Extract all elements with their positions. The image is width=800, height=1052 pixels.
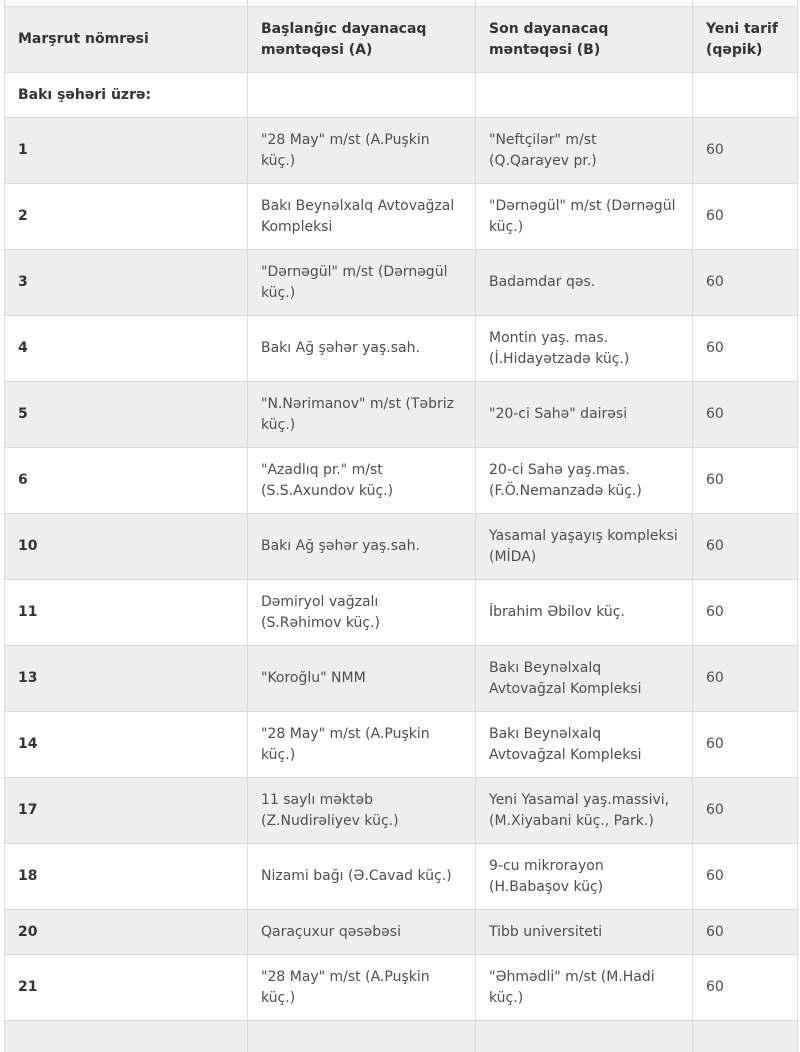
route-end: Bakı Beynəlxalq Avtovağzal Kompleksi <box>476 712 693 778</box>
route-start: Bakı Ağ şəhər yaş.sah. <box>248 316 476 382</box>
table-row <box>5 250 798 316</box>
table-row <box>5 646 798 712</box>
route-end: Bakı Beynəlxalq Avtovağzal Kompleksi <box>476 646 693 712</box>
route-start: Bakı Ağ şəhər yaş.sah. <box>248 514 476 580</box>
route-start: 11 saylı məktəb (Z.Nudirəliyev küç.) <box>248 778 476 844</box>
route-end: "Neftçilər" m/st (Q.Qarayev pr.) <box>476 118 693 184</box>
table-row <box>5 382 798 448</box>
route-tariff: 60 <box>693 712 798 778</box>
route-number: 13 <box>5 646 248 712</box>
route-start: "28 May" m/st (A.Puşkin küç.) <box>248 955 476 1021</box>
route-end: "Əhmədli" m/st (M.Hadi küç.) <box>476 955 693 1021</box>
tariff-table <box>4 0 798 1052</box>
route-start: "28 May" m/st (A.Puşkin küç.) <box>248 712 476 778</box>
table-row <box>5 955 798 1021</box>
route-number: 20 <box>5 910 248 955</box>
route-number: 3 <box>5 250 248 316</box>
table-row <box>5 712 798 778</box>
header-row <box>5 7 798 73</box>
route-start: "Koroğlu" NMM <box>248 646 476 712</box>
table-row <box>5 910 798 955</box>
route-end: "20-ci Sahə" dairəsi <box>476 382 693 448</box>
route-number: 4 <box>5 316 248 382</box>
route-number: 18 <box>5 844 248 910</box>
route-number: 17 <box>5 778 248 844</box>
route-number: 5 <box>5 382 248 448</box>
route-start: Dəmiryol vağzalı (S.Rəhimov küç.) <box>248 580 476 646</box>
column-header-end-stop: Son dayanacaq məntəqəsi (B) <box>476 7 693 73</box>
route-tariff: 60 <box>693 316 798 382</box>
route-end: Tibb universiteti <box>476 910 693 955</box>
table-row <box>5 844 798 910</box>
table-row <box>5 184 798 250</box>
column-header-start-stop: Başlanğıc dayanacaq məntəqəsi (A) <box>248 7 476 73</box>
route-tariff: 60 <box>693 448 798 514</box>
route-start: Bakı Beynəlxalq Avtovağzal Kompleksi <box>248 184 476 250</box>
route-tariff: 60 <box>693 184 798 250</box>
route-start: "Azadlıq pr." m/st (S.S.Axundov küç.) <box>248 448 476 514</box>
table-row <box>5 118 798 184</box>
route-number: 2 <box>5 184 248 250</box>
route-end: Yeni Yasamal yaş.massivi, (M.Xiyabani küç., Park.) <box>476 778 693 844</box>
column-header-tariff: Yeni tarif (qəpik) <box>693 7 798 73</box>
partial-row-bottom <box>5 1021 798 1052</box>
route-number: 21 <box>5 955 248 1021</box>
route-tariff: 60 <box>693 580 798 646</box>
route-tariff: 60 <box>693 514 798 580</box>
route-number: 6 <box>5 448 248 514</box>
table-row <box>5 580 798 646</box>
table-row <box>5 316 798 382</box>
table-row <box>5 778 798 844</box>
table-row <box>5 448 798 514</box>
route-tariff: 60 <box>693 844 798 910</box>
table-row <box>5 514 798 580</box>
route-start: "Dərnəgül" m/st (Dərnəgül küç.) <box>248 250 476 316</box>
route-end: Yasamal yaşayış kompleksi (MİDA) <box>476 514 693 580</box>
route-start: Nizami bağı (Ə.Cavad küç.) <box>248 844 476 910</box>
route-number: 10 <box>5 514 248 580</box>
route-tariff: 60 <box>693 910 798 955</box>
route-number: 14 <box>5 712 248 778</box>
route-end: Montin yaş. mas. (İ.Hidayətzadə küç.) <box>476 316 693 382</box>
route-end: Badamdar qəs. <box>476 250 693 316</box>
column-header-route-number: Marşrut nömrəsi <box>5 7 248 73</box>
route-tariff: 60 <box>693 250 798 316</box>
route-number: 1 <box>5 118 248 184</box>
route-tariff: 60 <box>693 778 798 844</box>
route-end: 9-cu mikrorayon (H.Babaşov küç) <box>476 844 693 910</box>
route-tariff: 60 <box>693 646 798 712</box>
route-end: "Dərnəgül" m/st (Dərnəgül küç.) <box>476 184 693 250</box>
route-tariff: 60 <box>693 955 798 1021</box>
route-tariff: 60 <box>693 118 798 184</box>
route-start: Qaraçuxur qəsəbəsi <box>248 910 476 955</box>
section-label: Bakı şəhəri üzrə: <box>5 73 248 118</box>
route-tariff: 60 <box>693 382 798 448</box>
route-start: "28 May" m/st (A.Puşkin küç.) <box>248 118 476 184</box>
route-end: 20-ci Sahə yaş.mas. (F.Ö.Nemanzadə küç.) <box>476 448 693 514</box>
route-end: İbrahim Əbilov küç. <box>476 580 693 646</box>
section-row <box>5 73 798 118</box>
route-start: "N.Nərimanov" m/st (Təbriz küç.) <box>248 382 476 448</box>
route-number: 11 <box>5 580 248 646</box>
